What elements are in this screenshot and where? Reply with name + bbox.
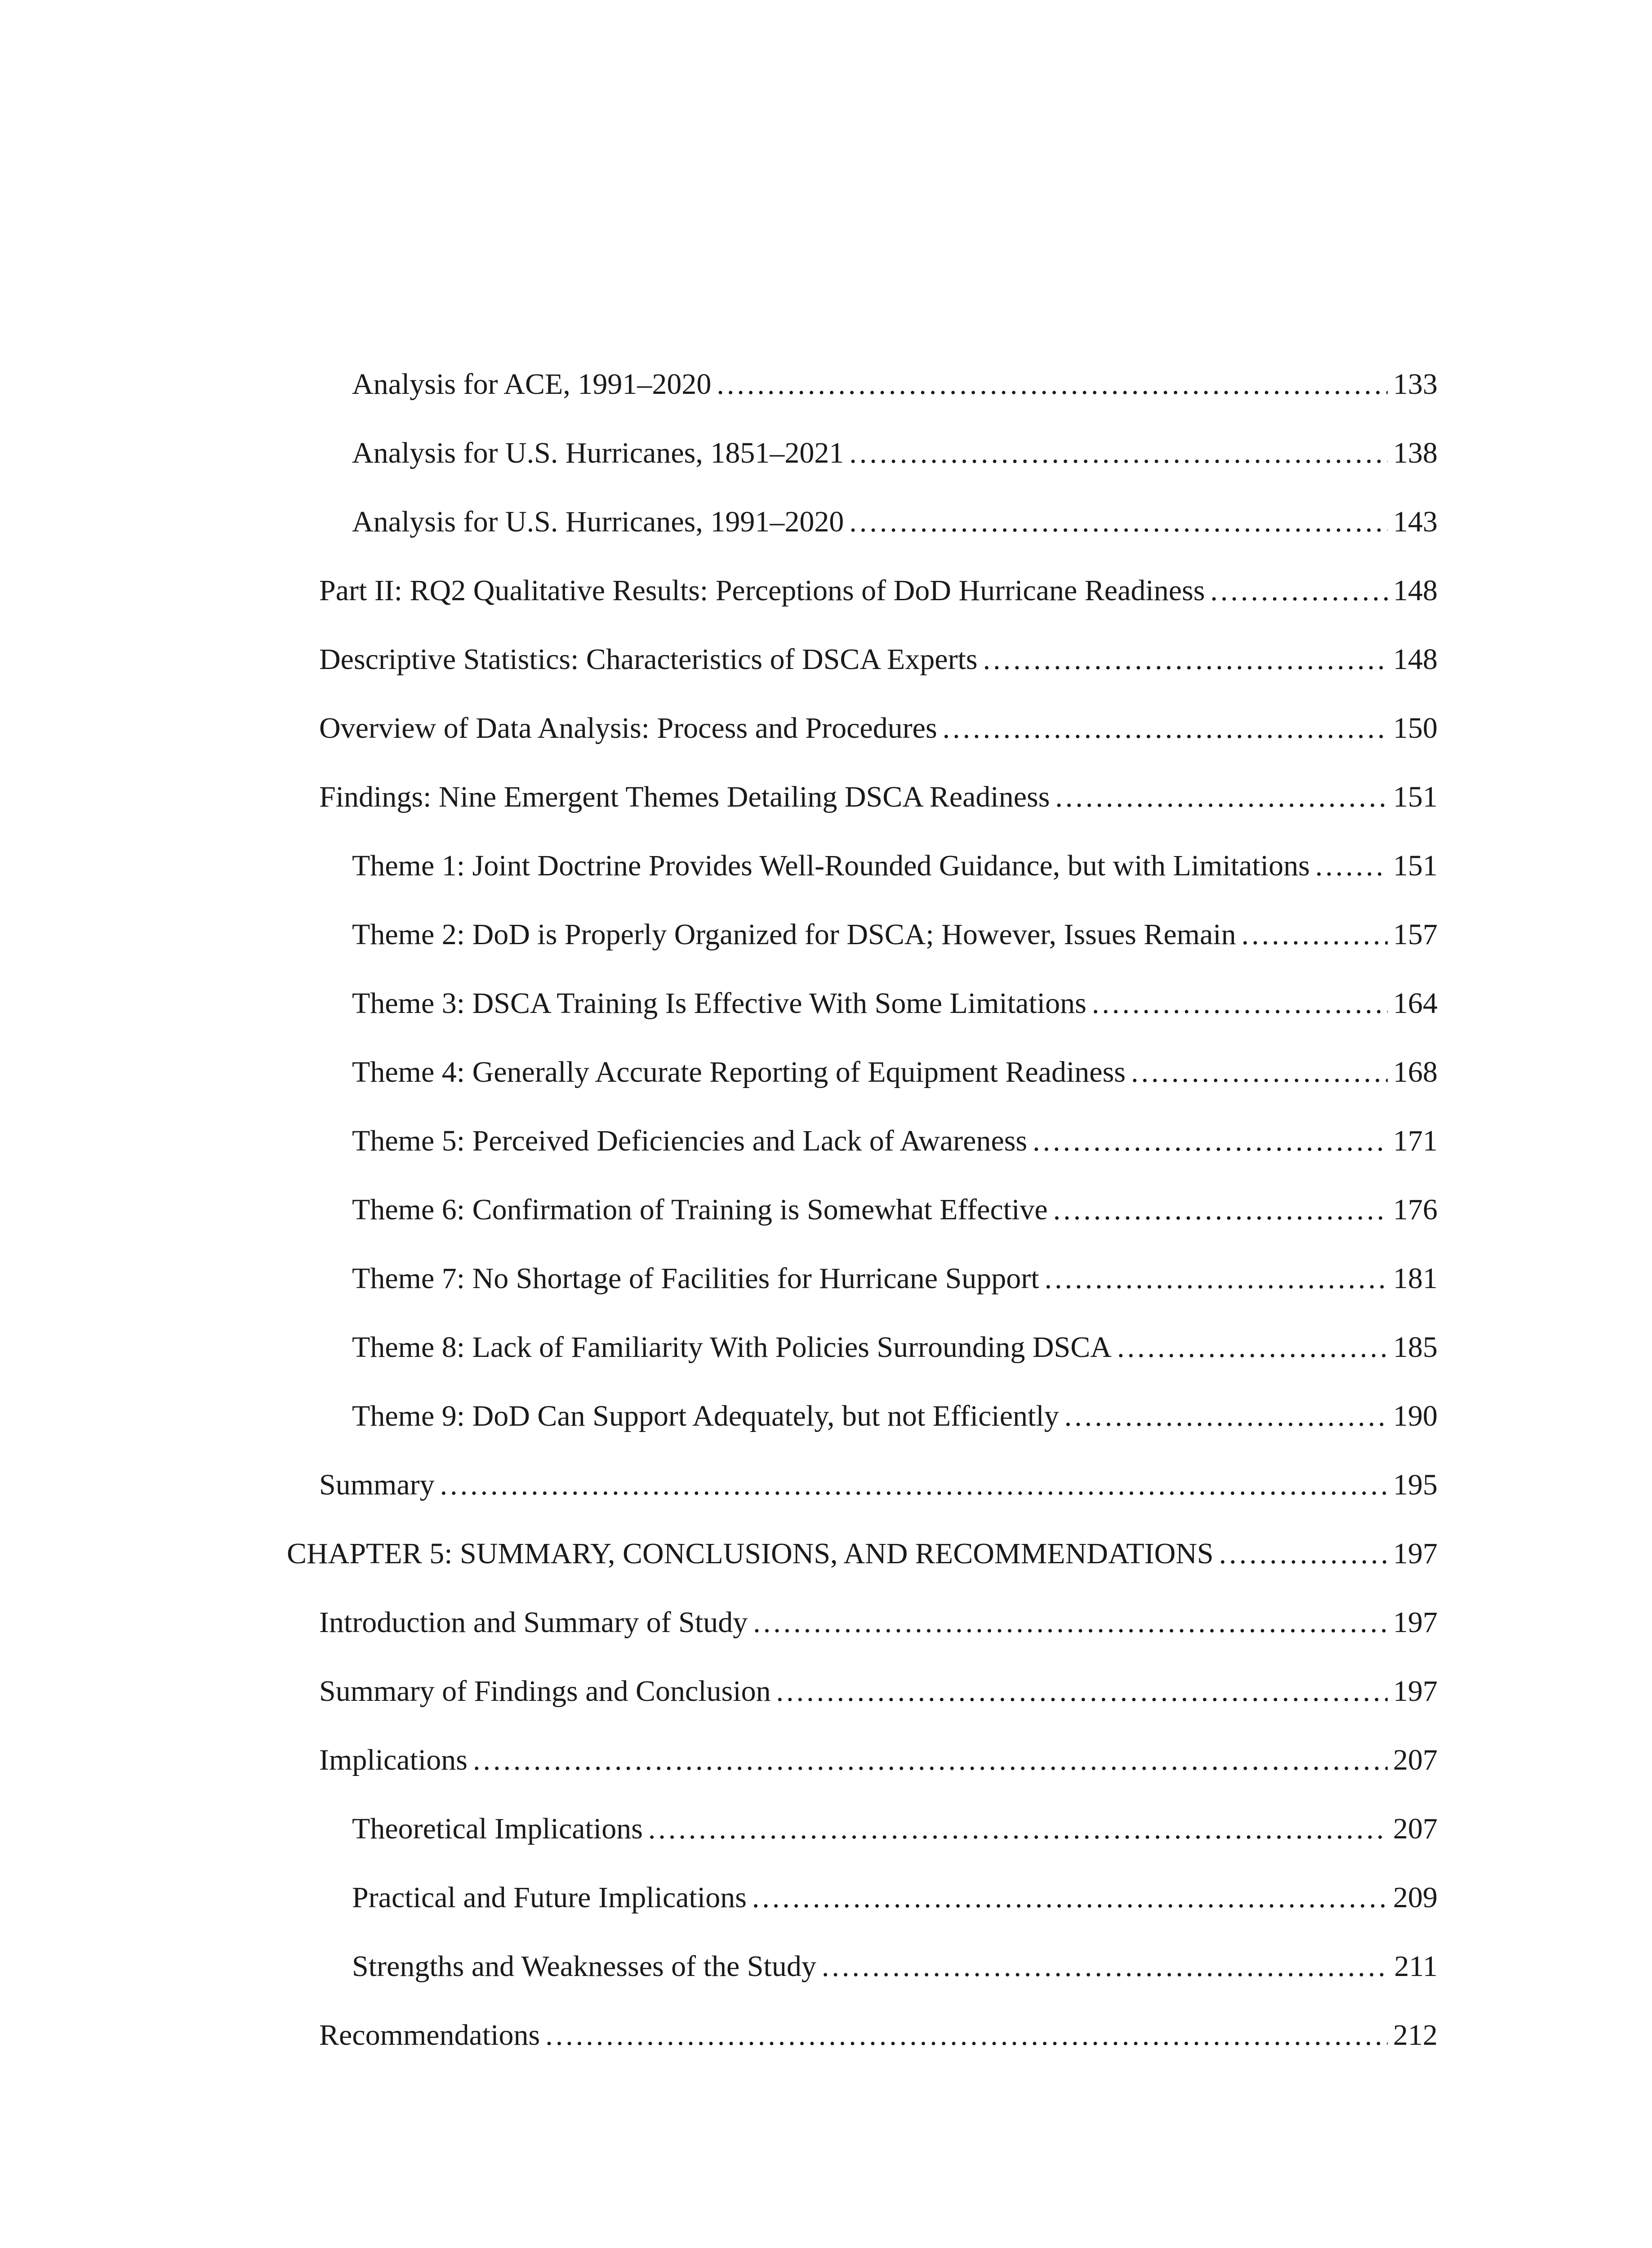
toc-entry [352, 1116, 1438, 1166]
dot-leader [1117, 1323, 1388, 1372]
dot-leader [1092, 979, 1388, 1028]
dot-leader [849, 497, 1388, 547]
toc-entry-page: 143 [1393, 505, 1438, 538]
dot-leader [1064, 1392, 1388, 1441]
toc-entry-title: Findings: Nine Emergent Themes Detailing DSCA Readiness [319, 781, 1050, 813]
toc-entry-page: 151 [1393, 781, 1438, 813]
toc-entry [319, 704, 1438, 753]
toc-entry-title: CHAPTER 5: SUMMARY, CONCLUSIONS, AND RECOMMENDATIONS [287, 1537, 1214, 1570]
toc-entry-title: Summary of Findings and Conclusion [319, 1675, 771, 1708]
toc-entry [352, 1185, 1438, 1235]
toc-entry-title: Theme 9: DoD Can Support Adequately, but not Efficiently [352, 1400, 1059, 1432]
dot-leader [545, 2011, 1388, 2060]
toc-entry-page: 176 [1393, 1193, 1438, 1226]
toc-entry-title: Theme 5: Perceived Deficiencies and Lack of Awareness [352, 1124, 1028, 1157]
toc-entry [352, 360, 1438, 409]
toc-entry [352, 979, 1438, 1028]
toc-entry [319, 1735, 1438, 1785]
toc-entry-page: 190 [1393, 1400, 1438, 1432]
dot-leader [1131, 1048, 1388, 1097]
toc-entry [352, 1942, 1438, 1991]
toc-entry [352, 1873, 1438, 1922]
toc-entry-page: 157 [1393, 918, 1438, 951]
dot-leader [473, 1735, 1388, 1785]
toc-entry-page: 211 [1394, 1950, 1438, 1983]
toc-entry-title: Practical and Future Implications [352, 1881, 747, 1914]
toc-entry-title: Introduction and Summary of Study [319, 1606, 748, 1639]
toc-entry-title: Analysis for ACE, 1991–2020 [352, 368, 712, 401]
toc-entry [319, 772, 1438, 822]
toc-entry-page: 168 [1393, 1056, 1438, 1088]
toc-entry-page: 197 [1393, 1606, 1438, 1639]
toc-entry [352, 1048, 1438, 1097]
toc-entry-page: 164 [1393, 987, 1438, 1020]
dot-leader [440, 1460, 1388, 1510]
toc-entry-page: 148 [1393, 643, 1438, 676]
toc-entry-page: 197 [1393, 1675, 1438, 1708]
toc-entry-title: Analysis for U.S. Hurricanes, 1851–2021 [352, 437, 844, 469]
toc-entry [287, 1529, 1438, 1579]
toc-entry-page: 181 [1393, 1262, 1438, 1295]
toc-entry-title: Theme 7: No Shortage of Facilities for Hurricane Support [352, 1262, 1039, 1295]
dot-leader [1210, 566, 1388, 616]
toc-entry-title: Descriptive Statistics: Characteristics of DSCA Experts [319, 643, 978, 676]
toc-entry-page: 197 [1393, 1537, 1438, 1570]
toc-entry-title: Theme 2: DoD is Properly Organized for DSCA; However, Issues Remain [352, 918, 1236, 951]
toc-entry-title: Strengths and Weaknesses of the Study [352, 1950, 816, 1983]
dot-leader [943, 704, 1388, 753]
dot-leader [648, 1804, 1388, 1854]
dot-leader [849, 428, 1388, 478]
toc-entry-page: 138 [1393, 437, 1438, 469]
toc-entry-page: 207 [1393, 1812, 1438, 1845]
toc-entry [352, 497, 1438, 547]
toc-entry-title: Summary [319, 1468, 435, 1501]
toc-entry-page: 185 [1393, 1331, 1438, 1364]
toc-entry-title: Part II: RQ2 Qualitative Results: Perceptions of DoD Hurricane Readiness [319, 574, 1205, 607]
dot-leader [1219, 1529, 1388, 1579]
toc-entry-page: 209 [1393, 1881, 1438, 1914]
toc-entry [352, 1323, 1438, 1372]
dot-leader [1055, 772, 1388, 822]
toc-entry-title: Overview of Data Analysis: Process and Procedures [319, 712, 937, 745]
toc-entry [352, 1254, 1438, 1303]
toc-entry-title: Theme 3: DSCA Training Is Effective With Some Limitations [352, 987, 1086, 1020]
dot-leader [1045, 1254, 1388, 1303]
dot-leader [822, 1942, 1389, 1991]
dot-leader [983, 635, 1388, 684]
dot-leader [1053, 1185, 1388, 1235]
toc-entry-page: 212 [1393, 2019, 1438, 2052]
toc-entry [319, 1460, 1438, 1510]
toc-entry-title: Theoretical Implications [352, 1812, 643, 1845]
dot-leader [1242, 910, 1388, 959]
toc-entry-page: 150 [1393, 712, 1438, 745]
toc-entry-page: 133 [1393, 368, 1438, 401]
toc-entry-page: 171 [1393, 1124, 1438, 1157]
toc-entry-title: Theme 1: Joint Doctrine Provides Well-Rounded Guidance, but with Limitations [352, 849, 1310, 882]
toc-entry-page: 151 [1393, 849, 1438, 882]
toc-entry-page: 148 [1393, 574, 1438, 607]
toc-entry-title: Theme 6: Confirmation of Training is Somewhat Effective [352, 1193, 1048, 1226]
toc-entry-title: Analysis for U.S. Hurricanes, 1991–2020 [352, 505, 844, 538]
toc-entry [319, 635, 1438, 684]
dot-leader [753, 1598, 1388, 1647]
toc-entry [352, 428, 1438, 478]
toc-entry [319, 1598, 1438, 1647]
toc-entry [352, 1392, 1438, 1441]
toc-entry-title: Recommendations [319, 2019, 540, 2052]
toc-entry-page: 207 [1393, 1744, 1438, 1776]
dot-leader [717, 360, 1388, 409]
toc-entry-page: 195 [1393, 1468, 1438, 1501]
toc-entry [319, 2011, 1438, 2060]
toc-entry-title: Theme 8: Lack of Familiarity With Policies Surrounding DSCA [352, 1331, 1112, 1364]
toc-entry [352, 1804, 1438, 1854]
dot-leader [752, 1873, 1388, 1922]
toc-entry-title: Theme 4: Generally Accurate Reporting of Equipment Readiness [352, 1056, 1126, 1088]
dot-leader [776, 1667, 1388, 1716]
toc-entry [319, 1667, 1438, 1716]
toc-entry [319, 566, 1438, 616]
toc-entry [352, 910, 1438, 959]
dot-leader [1033, 1116, 1388, 1166]
toc-entry-title: Implications [319, 1744, 468, 1776]
dot-leader [1315, 841, 1388, 891]
toc-entry [352, 841, 1438, 891]
